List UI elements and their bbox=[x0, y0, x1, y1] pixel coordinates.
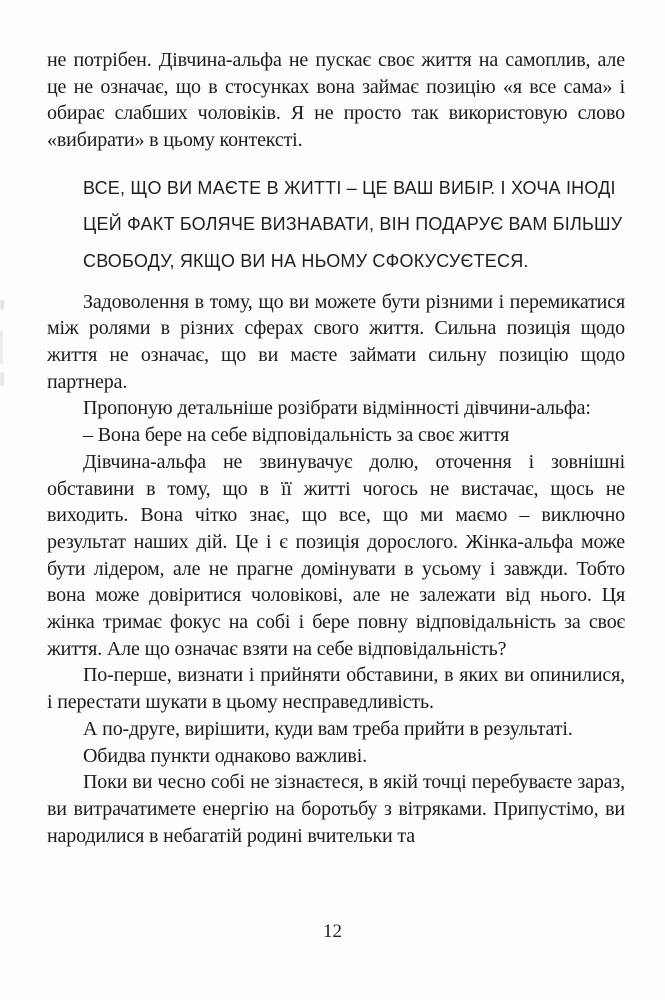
pull-quote: ВСЕ, ЩО ВИ МАЄТЕ В ЖИТТІ – ЦЕ ВАШ ВИБІР. І ХОЧА ІНОДІ ЦЕЙ ФАКТ БОЛЯЧЕ ВИЗНАВАТИ, ВІН ПОДАРУЄ ВАМ БІЛЬШУ СВОБОДУ, ЯКЩО ВИ НА НЬОМУ СФОКУСУЄТЕСЯ. bbox=[83, 177, 623, 271]
scan-artifact bbox=[0, 372, 4, 386]
paragraph: Задоволення в тому, що ви можете бути різними і перемикатися між ролями в різних сферах свого життя. Сильна позиція щодо життя не означає, що ви маєте займати сильну позицію щодо партнера. bbox=[47, 290, 625, 393]
paragraph: Дівчина-альфа не звинувачує долю, оточення і зовнішні обставини в тому, що в її житті чогось не вистачає, щось не виходить. Вона чітко знає, що все, що ми маємо – виключно результат наших дій. Це і є позиція дорослого. Жінка-альфа може бути лідером, але не прагне домінувати в усьому і завжди. Тобто вона може довіритися чоловікові, але не залежати від нього. Ця жінка тримає фокус на собі і бере повну відповідальність за своє життя. Але що означає взяти на себе відповідальність? bbox=[47, 450, 625, 660]
paragraph: Пропоную детальніше розібрати відмінності дівчини-альфа: bbox=[83, 397, 591, 420]
scan-artifact bbox=[0, 300, 4, 310]
page-number: 12 bbox=[323, 921, 342, 942]
page-text bbox=[47, 0, 625, 849]
paragraph: А по-друге, вирішити, куди вам треба прийти в результаті. bbox=[83, 717, 573, 740]
paragraph-continuation: не потрібен. Дівчина-альфа не пускає своє життя на самоплив, але це не означає, що в стосунках вона займає позицію «я все сама» і обирає слабших чоловіків. Я не просто так використовую слово «вибирати» в цьому контексті. bbox=[47, 49, 625, 152]
paragraph: По-перше, визнати і прийняти обставини, в яких ви опинилися, і перестати шукати в цьому несправедливість. bbox=[47, 664, 625, 714]
list-item-dash: – Вона бере на себе відповідальність за своє життя bbox=[83, 424, 510, 447]
paragraph: Обидва пункти однаково важливі. bbox=[83, 744, 367, 767]
paragraph: Поки ви чесно собі не зізнаєтеся, в якій точці перебуваєте зараз, ви витрачатимете енергію на боротьбу з вітряками. Припустімо, ви народилися в небагатій родині вчительки та bbox=[47, 771, 625, 847]
scan-artifact bbox=[0, 330, 3, 364]
